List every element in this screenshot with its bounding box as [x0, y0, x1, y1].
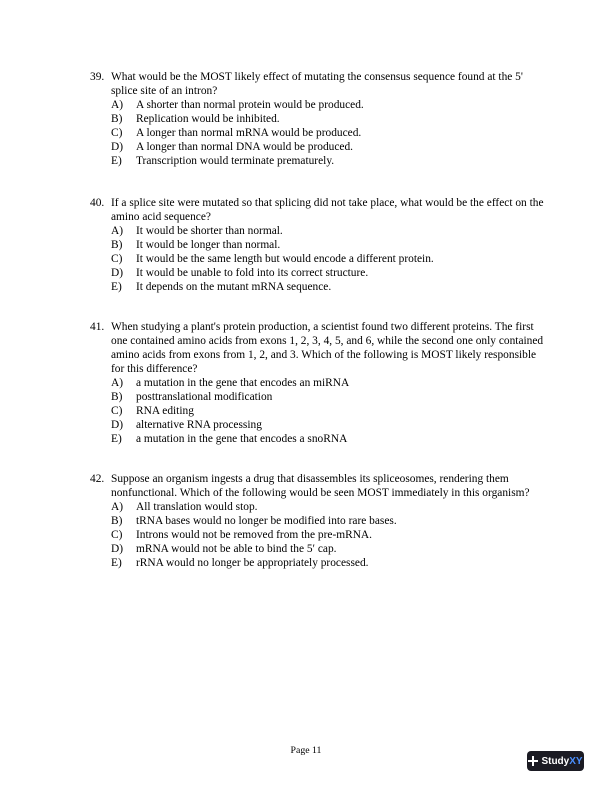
- brand-name: [541, 756, 582, 767]
- choice-text: a mutation in the gene that encodes an miRNA: [136, 377, 350, 389]
- choice-letter: B): [111, 113, 123, 125]
- choice-e: [90, 556, 552, 570]
- choice-text: Transcription would terminate prematurely.: [136, 155, 335, 167]
- choice-letter: E): [111, 155, 122, 167]
- choice-letter: A): [111, 501, 124, 513]
- choice-e: [90, 432, 552, 446]
- plus-icon: [528, 756, 538, 766]
- question-stem: [90, 70, 552, 98]
- choice-text: A longer than normal mRNA would be produced.: [136, 127, 362, 139]
- choice-a: [90, 98, 552, 112]
- choice-e: [90, 154, 552, 168]
- choice-text: A shorter than normal protein would be produced.: [136, 99, 364, 111]
- choice-letter: B): [111, 515, 123, 527]
- choice-text: tRNA bases would no longer be modified into rare bases.: [136, 515, 397, 527]
- choice-text: RNA editing: [136, 405, 194, 417]
- question-stem: [90, 320, 552, 376]
- choice-b: [90, 514, 552, 528]
- choice-c: [90, 252, 552, 266]
- question-stem: [90, 472, 552, 500]
- choice-text: rRNA would no longer be appropriately processed.: [136, 557, 369, 569]
- choice-text: posttranslational modification: [136, 391, 273, 403]
- choice-letter: D): [111, 141, 124, 153]
- choice-letter: A): [111, 99, 124, 111]
- choice-letter: E): [111, 281, 122, 293]
- question-text: When studying a plant's protein production, a scientist found two different proteins. The first one contained amino acids from exons 1, 2, 3, 4, 5, and 6, while the second one only contained amino acids from exons from 1, 2, and 3. Which of the following is MOST likely responsible for this difference?: [111, 321, 544, 375]
- question-41: [90, 320, 552, 446]
- choice-c: [90, 126, 552, 140]
- choice-text: It would be the same length but would encode a different protein.: [136, 253, 434, 265]
- choice-c: [90, 404, 552, 418]
- choice-letter: D): [111, 419, 124, 431]
- choice-letter: C): [111, 405, 123, 417]
- page-number: Page 11: [290, 745, 322, 756]
- question-42: [90, 472, 552, 570]
- choice-e: [90, 280, 552, 294]
- choice-text: All translation would stop.: [136, 501, 258, 513]
- choice-letter: C): [111, 253, 123, 265]
- choice-text: mRNA would not be able to bind the 5′ cap.: [136, 543, 337, 555]
- choice-letter: D): [111, 267, 124, 279]
- brand-prefix: Study: [541, 755, 570, 767]
- choice-letter: D): [111, 543, 124, 555]
- choice-b: [90, 238, 552, 252]
- question-stem: [90, 196, 552, 224]
- choice-letter: A): [111, 377, 124, 389]
- choice-text: It would be longer than normal.: [136, 239, 281, 251]
- choice-a: [90, 500, 552, 514]
- question-text: What would be the MOST likely effect of mutating the consensus sequence found at the 5' splice site of an intron?: [111, 71, 523, 97]
- question-40: [90, 196, 552, 294]
- choice-letter: E): [111, 557, 122, 569]
- answer-choices: [90, 98, 552, 168]
- choice-text: alternative RNA processing: [136, 419, 262, 431]
- question-text: If a splice site were mutated so that splicing did not take place, what would be the effect on the amino acid sequence?: [111, 197, 544, 223]
- brand-suffix: XY: [569, 755, 583, 767]
- studyxy-badge[interactable]: [527, 751, 584, 771]
- question-text: Suppose an organism ingests a drug that disassembles its spliceosomes, rendering them nonfunctional. Which of the following would be seen MOST immediately in this organism?: [111, 473, 530, 499]
- choice-d: [90, 140, 552, 154]
- choice-b: [90, 112, 552, 126]
- choice-d: [90, 266, 552, 280]
- choice-letter: C): [111, 529, 123, 541]
- question-number: 41.: [90, 321, 105, 333]
- choice-letter: B): [111, 239, 123, 251]
- question-number: 40.: [90, 197, 105, 209]
- answer-choices: [90, 500, 552, 570]
- choice-a: [90, 224, 552, 238]
- choice-c: [90, 528, 552, 542]
- choice-text: It would be shorter than normal.: [136, 225, 283, 237]
- choice-text: a mutation in the gene that encodes a snoRNA: [136, 433, 348, 445]
- question-39: [90, 70, 552, 168]
- choice-a: [90, 376, 552, 390]
- choice-d: [90, 418, 552, 432]
- question-number: 39.: [90, 71, 105, 83]
- choice-text: Introns would not be removed from the pre-mRNA.: [136, 529, 372, 541]
- choice-text: It would be unable to fold into its correct structure.: [136, 267, 369, 279]
- choice-letter: A): [111, 225, 124, 237]
- choice-d: [90, 542, 552, 556]
- answer-choices: [90, 224, 552, 294]
- choice-text: A longer than normal DNA would be produced.: [136, 141, 354, 153]
- question-number: 42.: [90, 473, 105, 485]
- choice-b: [90, 390, 552, 404]
- answer-choices: [90, 376, 552, 446]
- choice-text: It depends on the mutant mRNA sequence.: [136, 281, 332, 293]
- choice-letter: E): [111, 433, 122, 445]
- choice-letter: C): [111, 127, 123, 139]
- choice-text: Replication would be inhibited.: [136, 113, 280, 125]
- choice-letter: B): [111, 391, 123, 403]
